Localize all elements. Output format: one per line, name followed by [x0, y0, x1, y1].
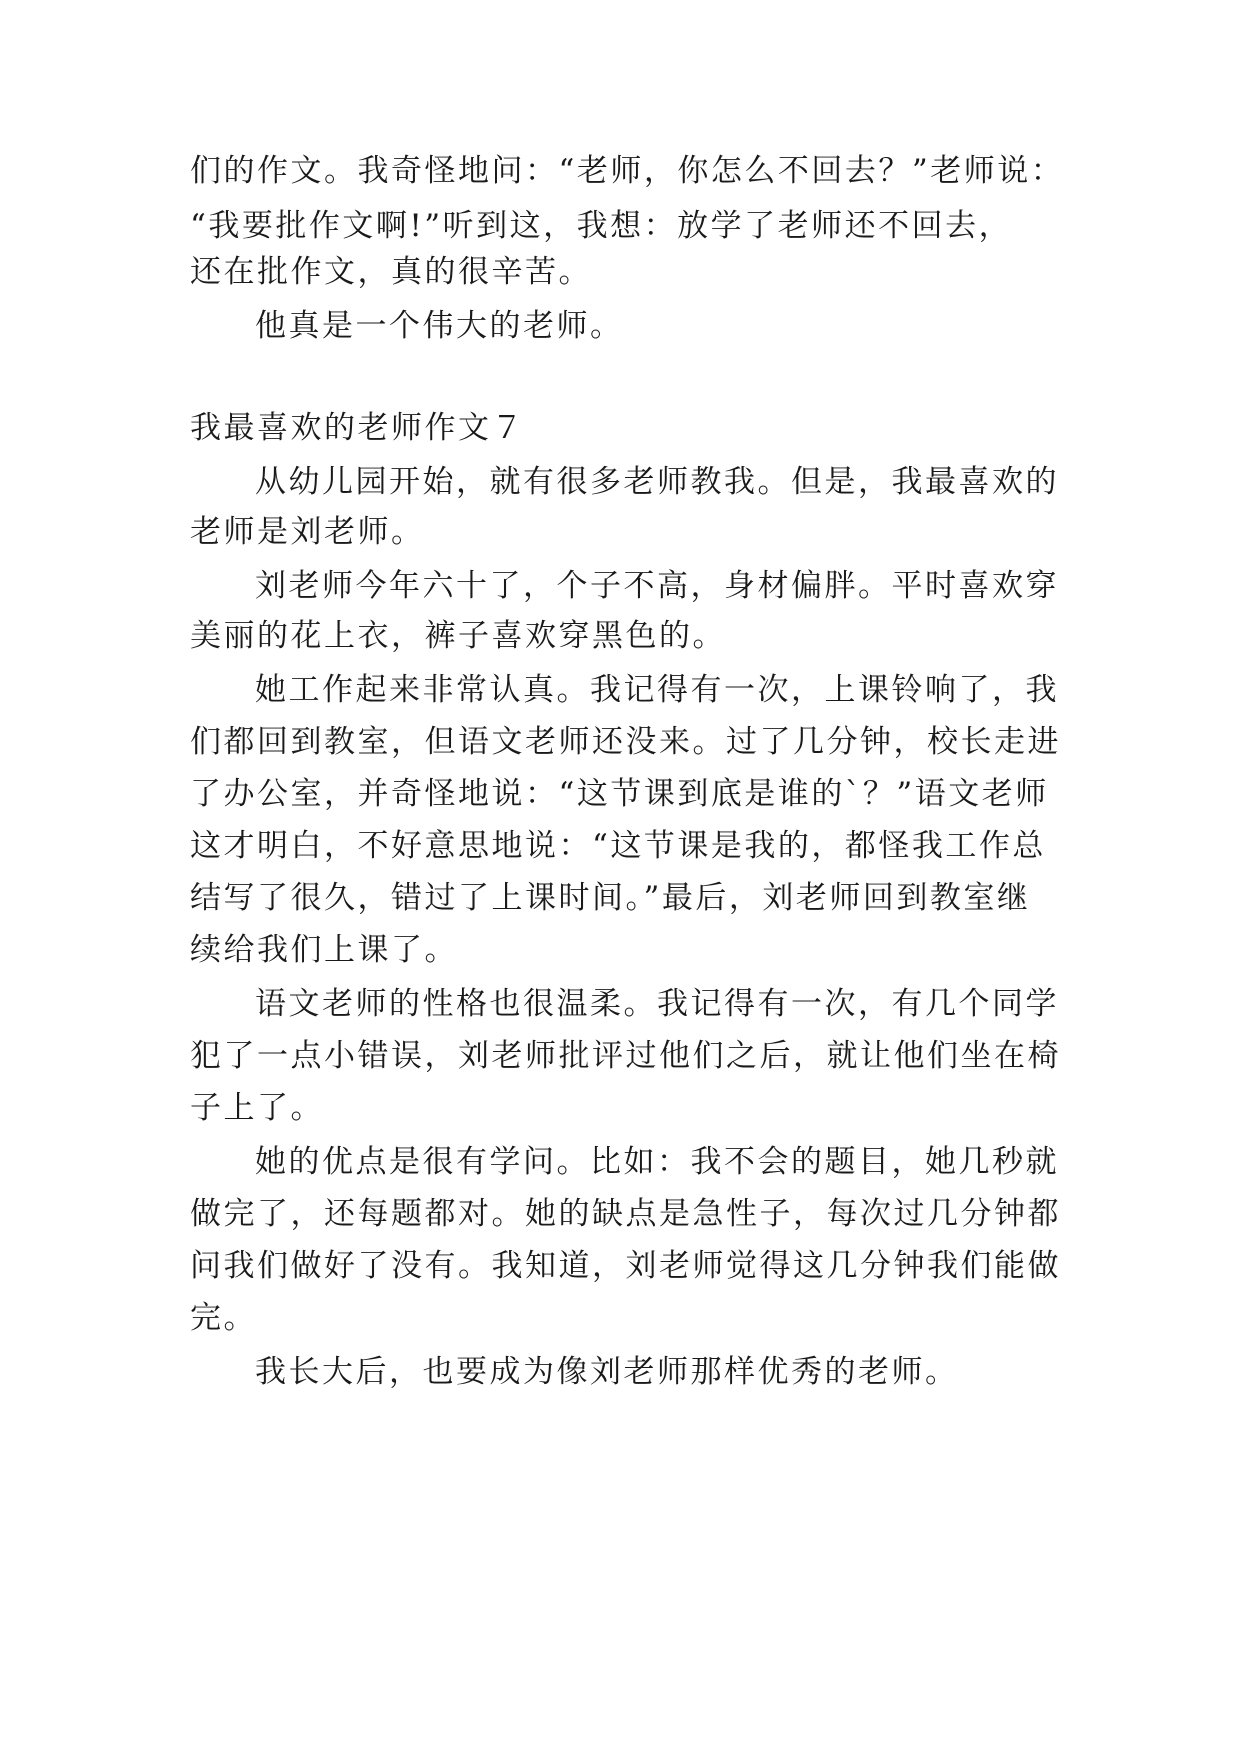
p4-line-3: 子上了。 — [190, 1090, 324, 1126]
prev-line-1: 们的作文。我奇怪地问：“老师，你怎么不回去？”老师说： — [190, 153, 1065, 189]
p6-line-1: 我长大后，也要成为像刘老师那样优秀的老师。 — [255, 1354, 959, 1390]
p5-line-1: 她的优点是很有学问。比如：我不会的题目，她几秒就 — [255, 1144, 1059, 1180]
p5-line-3: 问我们做好了没有。我知道，刘老师觉得这几分钟我们能做 — [190, 1248, 1061, 1284]
p5-line-2: 做完了，还每题都对。她的缺点是急性子，每次过几分钟都 — [190, 1196, 1061, 1232]
essay-title: 我最喜欢的老师作文７ — [190, 410, 525, 446]
p4-line-2: 犯了一点小错误，刘老师批评过他们之后，就让他们坐在椅 — [190, 1038, 1061, 1074]
p3-line-6: 续给我们上课了。 — [190, 932, 458, 968]
prev-closing: 他真是一个伟大的老师。 — [255, 308, 624, 344]
p3-line-4: 这才明白，不好意思地说：“这节课是我的，都怪我工作总 — [190, 828, 1046, 864]
p1-line-2: 老师是刘老师。 — [190, 514, 425, 550]
p3-line-1: 她工作起来非常认真。我记得有一次，上课铃响了，我 — [255, 672, 1059, 708]
prev-line-3: 还在批作文，真的很辛苦。 — [190, 254, 592, 290]
p3-line-2: 们都回到教室，但语文老师还没来。过了几分钟，校长走进 — [190, 724, 1061, 760]
prev-line-2: “我要批作文啊!”听到这，我想：放学了老师还不回去， — [190, 208, 1013, 244]
p1-line-1: 从幼儿园开始，就有很多老师教我。但是，我最喜欢的 — [255, 464, 1059, 500]
p4-line-1: 语文老师的性格也很温柔。我记得有一次，有几个同学 — [255, 986, 1059, 1022]
p2-line-1: 刘老师今年六十了，个子不高，身材偏胖。平时喜欢穿 — [255, 568, 1059, 604]
p3-line-3: 了办公室，并奇怪地说：“这节课到底是谁的`？”语文老师 — [190, 776, 1049, 812]
p3-line-5: 结写了很久，错过了上课时间。”最后，刘老师回到教室继 — [190, 880, 1031, 916]
p2-line-2: 美丽的花上衣，裤子喜欢穿黑色的。 — [190, 618, 726, 654]
p5-line-4: 完。 — [190, 1300, 257, 1336]
